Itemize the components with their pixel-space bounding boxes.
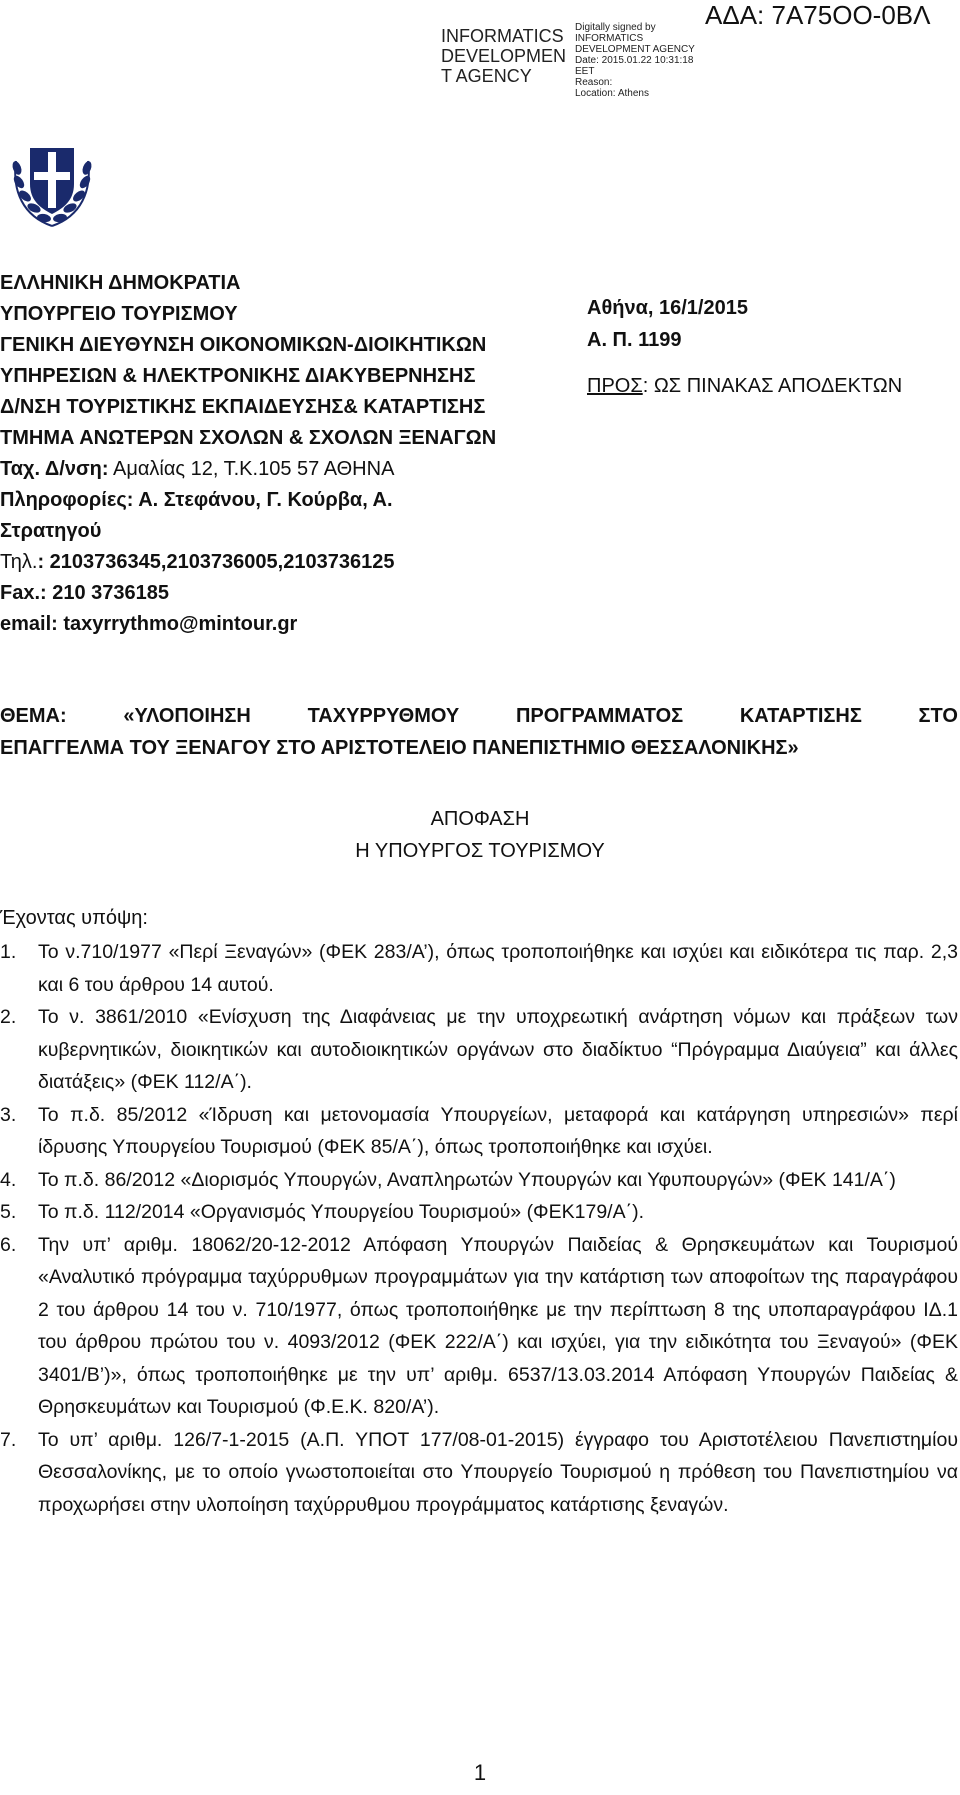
considerations-list — [0, 936, 958, 1521]
header-line: ΓΕΝΙΚΗ ΔΙΕΥΘΥΝΣΗ ΟΙΚΟΝΟΜΙΚΩΝ-ΔΙΟΙΚΗΤΙΚΩΝ — [0, 334, 487, 356]
list-item — [0, 936, 958, 1001]
header-line: ΕΛΛΗΝΙΚΗ ΔΗΜΟΚΡΑΤΙΑ — [0, 272, 241, 294]
subject-block — [0, 700, 958, 764]
page-number: 1 — [473, 1760, 487, 1785]
item-number: 1. — [0, 941, 17, 963]
sig-line: Digitally signed by — [575, 22, 656, 33]
item-number: 7. — [0, 1428, 17, 1451]
address-line — [0, 454, 560, 485]
tel-value: : 2103736345,2103736005,2103736125 — [37, 551, 395, 573]
ada-code: ΑΔΑ: 7Α75ΟΟ-0ΒΛ — [705, 0, 931, 30]
fax-line: Fax.: 210 3736185 — [0, 582, 170, 604]
header-line: ΥΠΟΥΡΓΕΙΟ ΤΟΥΡΙΣΜΟΥ — [0, 303, 238, 325]
item-text: Το π.δ. 86/2012 «Διορισμός Υπουργών, Αναπληρωτών Υπουργών και Υφυπουργών» (ΦΕΚ 141/Α΄) — [38, 1168, 896, 1191]
sender-header — [0, 268, 560, 640]
sig-line: Date: 2015.01.22 10:31:18 — [575, 55, 694, 66]
subject-word: ΠΡΟΓΡΑΜΜΑΤΟΣ — [515, 705, 684, 727]
header-line: ΥΠΗΡΕΣΙΩΝ & ΗΛΕΚΤΡΟΝΙΚΗΣ ΔΙΑΚΥΒΕΡΝΗΣΗΣ — [0, 365, 476, 387]
subject-word: ΣΤΟ — [918, 705, 958, 727]
list-item — [0, 1424, 958, 1522]
info-line — [0, 485, 470, 547]
tel-line — [0, 547, 560, 578]
item-number: 2. — [0, 1006, 17, 1028]
list-item — [0, 1196, 958, 1229]
subject-label: ΘΕΜΑ: — [0, 705, 67, 727]
sig-line: Location: Athens — [575, 88, 649, 99]
sig-line: DEVELOPMENT AGENCY — [575, 44, 695, 55]
address-value: Αμαλίας 12, Τ.Κ.105 57 ΑΘΗΝΑ — [108, 458, 395, 480]
tel-label: Τηλ. — [0, 551, 38, 573]
list-item — [0, 1001, 958, 1099]
item-number: 3. — [0, 1103, 17, 1126]
signer-name: INFORMATICS DEVELOPMEN T AGENCY — [441, 26, 567, 86]
considering-label: Έχοντας υπόψη: — [0, 907, 148, 929]
item-number: 5. — [0, 1201, 17, 1223]
header-line: ΤΜΗΜΑ ΑΝΩΤΕΡΩΝ ΣΧΟΛΩΝ & ΣΧΟΛΩΝ ΞΕΝΑΓΩΝ — [0, 427, 497, 449]
to-value: : ΩΣ ΠΙΝΑΚΑΣ ΑΠΟΔΕΚΤΩΝ — [642, 375, 903, 397]
item-text: Το υπ’ αριθμ. 126/7-1-2015 (Α.Π. ΥΠΟΤ 177/08-01-2015) έγγραφο του Αριστοτέλειου Πανεπιστημίου Θεσσαλονίκης, με το οποίο γνωστοποιείται στο Υπουργείο Τουρισμού η πρόθεση του Πανεπιστημίου να προχωρήσει στην υλοποίηση ταχύρρυθμου προγράμματος κατάρτισης ξεναγών. — [38, 1428, 958, 1516]
subject-line-2: ΕΠΑΓΓΕΛΜΑ ΤΟΥ ΞΕΝΑΓΟΥ ΣΤΟ ΑΡΙΣΤΟΤΕΛΕΙΟ ΠΑΝΕΠΙΣΤΗΜΙΟ ΘΕΣΣΑΛΟΝΙΚΗΣ» — [0, 737, 799, 759]
protocol-number: Α. Π. 1199 — [587, 329, 682, 351]
info-value: Α. Στεφάνου, Γ. Κούρβα, Α. Στρατηγού — [0, 489, 393, 542]
to-line — [587, 370, 902, 402]
header-line: Δ/ΝΣΗ ΤΟΥΡΙΣΤΙΚΗΣ ΕΚΠΑΙΔΕΥΣΗΣ& ΚΑΤΑΡΤΙΣΗΣ — [0, 396, 486, 418]
decision-heading — [0, 803, 960, 867]
item-text: Το π.δ. 112/2014 «Οργανισμός Υπουργείου Τουρισμού» (ΦΕΚ179/Α΄). — [38, 1201, 644, 1223]
info-label: Πληροφορίες: — [0, 489, 134, 511]
sig-line: Reason: — [575, 77, 613, 88]
list-item — [0, 1164, 958, 1197]
digital-signature-details — [575, 22, 695, 99]
recipient-block — [587, 292, 902, 402]
item-text: Την υπ’ αριθμ. 18062/20-12-2012 Απόφαση Υπουργών Παιδείας & Θρησκευμάτων και Τουρισμού «Αναλυτικό πρόγραμμα ταχύρρυθμων προγραμμάτων για την κατάρτιση των αποφοίτων της παραγράφου 2 του άρθρου 14 του ν. 710/1977, όπως τροποποιήθηκε με την περίπτωση 8 της υποπαραγράφου ΙΔ.1 του άρθρου πρώτου του ν. 4093/2012 (ΦΕΚ 222/Α΄) και ισχύει, για την ειδικότητα του Ξεναγού» (ΦΕΚ 3401/Β’)», όπως τροποποιήθηκε με την υπ’ αριθμ. 6537/13.03.2014 Απόφαση Υπουργών Παιδείας & Θρησκευμάτων και Τουρισμού (Φ.Ε.Κ. 820/Α’). — [38, 1233, 958, 1418]
item-text: Το ν. 3861/2010 «Ενίσχυση της Διαφάνειας με την υποχρεωτική ανάρτηση νόμων και πράξεων των κυβερνητικών, διοικητικών και αυτοδιοικητικών οργάνων στο διαδίκτυο “Πρόγραμμα Διαύγεια” και άλλες διατάξεις» (ΦΕΚ 112/Α΄). — [38, 1006, 958, 1093]
subject-word: ΚΑΤΑΡΤΙΣΗΣ — [739, 705, 862, 727]
item-number: 4. — [0, 1168, 17, 1191]
item-text: Το ν.710/1977 «Περί Ξεναγών» (ΦΕΚ 283/Α’), όπως τροποποιήθηκε και ισχύει και ειδικότερα τις παρ. 2,3 και 6 του άρθρου 14 αυτού. — [38, 941, 958, 996]
item-text: Το π.δ. 85/2012 «Ίδρυση και μετονομασία Υπουργείων, μεταφορά και κατάργηση υπηρεσιών» περί ίδρυσης Υπουργείου Τουρισμού (ΦΕΚ 85/Α΄), όπως τροποποιήθηκε και ισχύει. — [38, 1103, 958, 1158]
sig-line: INFORMATICS — [575, 33, 644, 44]
subject-line-1 — [0, 700, 958, 732]
address-label: Ταχ. Δ/νση: — [0, 458, 109, 480]
place-date: Αθήνα, 16/1/2015 — [587, 297, 748, 319]
item-number: 6. — [0, 1233, 17, 1256]
subject-word: «ΥΛΟΠΟΙΗΣΗ — [123, 705, 251, 727]
list-item — [0, 1229, 958, 1424]
subject-word: ΤΑΧΥΡΡΥΘΜΟΥ — [307, 705, 460, 727]
decision-authority: Η ΥΠΟΥΡΓΟΣ ΤΟΥΡΙΣΜΟΥ — [355, 840, 605, 862]
sig-line: EET — [575, 66, 595, 77]
list-item — [0, 1099, 958, 1164]
to-label: ΠΡΟΣ — [587, 375, 643, 397]
decision-title: ΑΠΟΦΑΣΗ — [430, 808, 530, 830]
greek-emblem-icon — [8, 136, 96, 232]
email-line: email: taxyrrythmo@mintour.gr — [0, 613, 298, 635]
